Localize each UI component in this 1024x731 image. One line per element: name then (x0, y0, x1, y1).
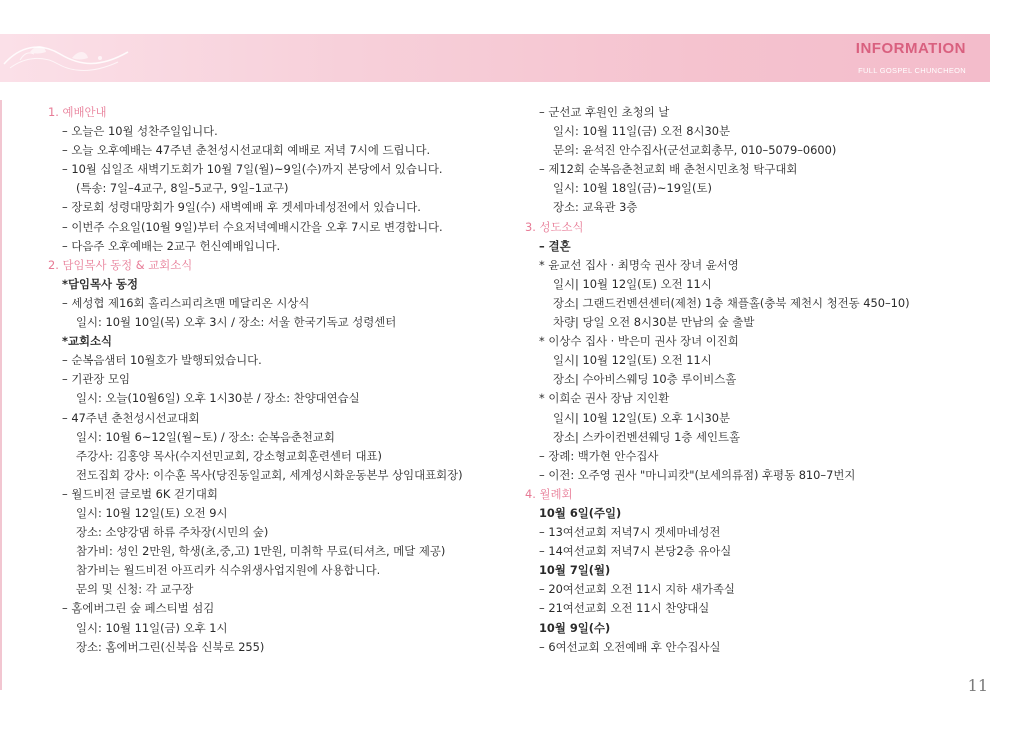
text-line: – 20여선교회 오전 11시 지하 새가족실 (539, 582, 735, 597)
text-line: (특송: 7일–4교구, 8일–5교구, 9일–1교구) (76, 181, 289, 196)
subheading: *담임목사 동정 (62, 276, 138, 291)
left-margin-rule (0, 100, 2, 690)
text-line: 장소| 스카이컨벤션웨딩 1층 세인트홀 (553, 429, 740, 444)
text-line: 장소| 수아비스웨딩 10층 루이비스홀 (553, 372, 737, 387)
text-line: 문의: 윤석진 안수집사(군선교회총무, 010–5079–0600) (553, 143, 837, 158)
text-line: 일시: 오늘(10월6일) 오후 1시30분 / 장소: 찬양대연습실 (76, 391, 360, 406)
text-line: – 13여선교회 저녁7시 겟세마네성전 (539, 525, 721, 540)
text-line: 일시| 10월 12일(토) 오전 11시 (553, 276, 712, 291)
section-heading: 2. 담임목사 동정 & 교회소식 (48, 257, 193, 272)
text-line: * 윤교선 집사 · 최명숙 권사 장녀 윤서영 (539, 257, 739, 272)
text-line: 일시: 10월 11일(금) 오전 8시30분 (553, 124, 730, 139)
text-line: – 오늘은 10월 성찬주일입니다. (62, 124, 218, 139)
text-line: – 장로회 성령대망회가 9일(수) 새벽예배 후 겟세마네성전에서 있습니다. (62, 200, 421, 215)
text-line: – 홈에버그린 숲 페스티벌 섬김 (62, 601, 215, 616)
text-line: – 군선교 후원인 초청의 날 (539, 105, 670, 119)
subheading: *교회소식 (62, 334, 112, 349)
text-line: 주강사: 김홍양 목사(수지선민교회, 강소형교회훈련센터 대표) (76, 448, 382, 463)
text-line: 참가비: 성인 2만원, 학생(초,중,고) 1만원, 미취학 무료(티셔츠, 메달 제공) (76, 544, 446, 559)
section-heading: 1. 예배안내 (48, 105, 107, 119)
text-line: – 14여선교회 저녁7시 본당2층 유아실 (539, 544, 732, 559)
text-line: – 10월 십일조 새벽기도회가 10월 7일(월)~9일(수)까지 본당에서 있습니다. (62, 162, 443, 177)
text-line: – 이번주 수요일(10월 9일)부터 수요저녁예배시간을 오후 7시로 변경합니다. (62, 219, 443, 234)
page-number: 11 (967, 676, 988, 695)
text-line: 일시: 10월 18일(금)~19일(토) (553, 181, 712, 196)
text-line: 장소| 그랜드컨벤션센터(제천) 1층 채플홀(충북 제천시 청전동 450–10) (553, 295, 910, 310)
header-title: INFORMATION (855, 40, 966, 57)
floral-ornament-icon (0, 34, 140, 82)
text-line: 일시: 10월 6~12일(월~토) / 장소: 순복음춘천교회 (76, 429, 335, 444)
text-line: 일시| 10월 12일(토) 오후 1시30분 (553, 410, 730, 425)
header-band (0, 34, 990, 82)
text-line: * 이희순 권사 장남 지인환 (539, 391, 670, 406)
text-line: 장소: 소양강댐 하류 주차장(시민의 숲) (76, 525, 269, 540)
text-line: – 기관장 모임 (62, 372, 130, 387)
text-line: 일시: 10월 11일(금) 오후 1시 (76, 620, 228, 635)
text-line: – 다음주 오후예배는 2교구 헌신예배입니다. (62, 238, 281, 253)
header-subtitle: FULL GOSPEL CHUNCHEON (858, 66, 966, 75)
text-line: 차량| 당일 오전 8시30분 만남의 숲 출발 (553, 315, 755, 330)
text-line: – 21여선교회 오전 11시 찬양대실 (539, 601, 710, 616)
text-line: – 세성협 제16회 홀리스피리츠맨 메달리온 시상식 (62, 295, 310, 310)
section-heading: 4. 월례회 (525, 486, 573, 501)
subheading: 10월 7일(월) (539, 563, 611, 578)
subheading: 10월 6일(주일) (539, 505, 622, 520)
text-line: * 이상수 집사 · 박은미 권사 장녀 이진희 (539, 334, 739, 349)
subheading: 10월 9일(수) (539, 620, 611, 635)
text-line: – 장례: 백가현 안수집사 (539, 448, 659, 463)
text-line: 전도집회 강사: 이수훈 목사(당진동일교회, 세계성시화운동본부 상임대표회장) (76, 467, 463, 482)
text-line: – 이전: 오주영 권사 "마니피캇"(보세의류점) 후평동 810–7번지 (539, 467, 856, 482)
text-line: 일시| 10월 12일(토) 오전 11시 (553, 353, 712, 368)
text-line: – 47주년 춘천성시선교대회 (62, 410, 200, 425)
text-line: 문의 및 신청: 각 교구장 (76, 582, 194, 597)
text-line: – 오늘 오후예배는 47주년 춘천성시선교대회 예배로 저녁 7시에 드립니다. (62, 143, 431, 158)
text-line: 참가비는 월드비전 아프리카 식수위생사업지원에 사용합니다. (76, 563, 381, 578)
text-line: – 제12회 순복음춘천교회 배 춘천시민초청 탁구대회 (539, 162, 798, 177)
text-line: 장소: 교육관 3층 (553, 200, 638, 215)
text-line: 일시: 10월 10일(목) 오후 3시 / 장소: 서울 한국기독교 성령센터 (76, 315, 397, 330)
subheading: – 결혼 (539, 238, 571, 253)
right-column (525, 103, 975, 657)
left-column (48, 103, 488, 657)
section-heading: 3. 성도소식 (525, 219, 584, 234)
text-line: – 순복음샘터 10월호가 발행되었습니다. (62, 353, 262, 368)
text-line: – 6여선교회 오전예배 후 안수집사실 (539, 639, 721, 654)
text-line: 장소: 홈에버그린(신북읍 신북로 255) (76, 639, 265, 654)
text-line: 일시: 10월 12일(토) 오전 9시 (76, 505, 228, 520)
text-line: – 월드비전 글로벌 6K 걷기대회 (62, 486, 218, 501)
